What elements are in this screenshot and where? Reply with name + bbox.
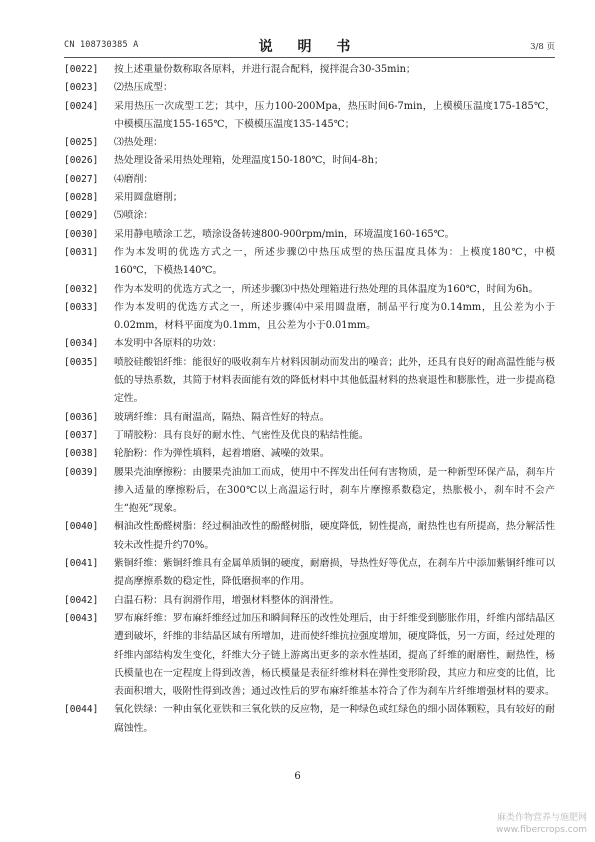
paragraph-number: [0041] (64, 558, 99, 570)
paragraph-number: [0029] (64, 210, 99, 222)
header-rule (64, 57, 555, 58)
paragraph-number: [0024] (64, 100, 99, 112)
paragraph-text: 作为本发明的优选方式之一，所述步骤⑷中采用圆盘磨，制品平行度为0.14mm，且公差为小于0.02mm，材料平面度为0.1mm，且公差为小于0.01mm。 (114, 301, 555, 332)
paragraph (64, 555, 555, 592)
paragraph-number: [0040] (64, 521, 99, 533)
paragraph (64, 518, 555, 555)
paragraph-number: [0028] (64, 192, 99, 204)
paragraph (64, 701, 555, 738)
watermark (496, 812, 587, 836)
paragraph-text: ⑸喷涂： (114, 210, 154, 222)
paragraph-number: [0027] (64, 173, 99, 185)
paragraph-text: 丁晴胶粉：具有良好的耐水性、气密性及优良的粘结性能。 (114, 429, 369, 441)
paragraph (64, 207, 555, 225)
document-body (64, 61, 555, 738)
publication-number: CN 108730385 A (64, 40, 139, 50)
page-indicator: 3/8 页 (530, 42, 555, 52)
paragraph-number: [0022] (64, 64, 99, 75)
paragraph (64, 281, 555, 299)
page-number: 6 (294, 771, 301, 782)
paragraph-number: [0030] (64, 228, 99, 240)
paragraph (64, 354, 555, 409)
paragraph-number: [0025] (64, 137, 99, 149)
paragraph (64, 592, 555, 610)
paragraph-text: ⑷磨削： (114, 173, 154, 185)
paragraph (64, 335, 555, 353)
paragraph-text: 按上述重量份数称取各原料，并进行混合配料，搅拌混合30-35min； (114, 64, 416, 75)
paragraph (64, 409, 555, 427)
paragraph (64, 152, 555, 170)
paragraph-text: ⑵热压成型： (114, 82, 173, 94)
paragraph-text: 氧化铁绿：一种由氧化亚铁和三氧化铁的反应物，是一种绿色或红绿色的细小固体颗粒，具有较好的耐腐蚀性。 (114, 704, 555, 734)
paragraph-text: 白温石粉：具有润滑作用，增强材料整体的润滑性。 (114, 594, 340, 606)
paragraph-number: [0033] (64, 301, 99, 313)
paragraph-text: 作为本发明的优选方式之一，所述步骤⑵中热压成型的热压温度具体为：上模度180℃，中模160℃，下模热140℃。 (114, 246, 555, 277)
watermark-name: 麻类作物营养与施肥网 (496, 813, 587, 823)
paragraph (64, 134, 555, 152)
paragraph (64, 427, 555, 445)
paragraph (64, 610, 555, 701)
paragraph-text: 采用圆盘磨削； (114, 192, 183, 204)
paragraph-text: 喷胶硅酸铝纤维：能很好的吸收刹车片材料因制动而发出的噪音；此外，还具有良好的耐高温性能与极低的导热系数，其简于材料表面能有效的降低材料中其他低温材料的热衰退性和膨胀性，进一步提高稳定性。 (114, 356, 555, 405)
paragraph-number: [0043] (64, 612, 99, 624)
paragraph-number: [0037] (64, 429, 99, 441)
paragraph (64, 171, 555, 189)
paragraph-text: 腰果壳油摩擦粉：由腰果壳油加工而成，使用中不挥发出任何有害物质，是一种新型环保产品，刹车片掺入适量的摩擦粉后，在300℃以上高温运行时，刹车片摩擦系数稳定，热胀极小，刹车时不会产生“抱死”现象。 (114, 466, 555, 515)
paragraph-number: [0032] (64, 283, 99, 295)
paragraph-text: 桐油改性酚醛树脂：经过桐油改性的酚醛树脂，硬度降低，韧性提高，耐热性也有所提高，热分解活性较未改性提升约70%。 (114, 521, 555, 551)
paragraph-text: 轮胎粉：作为弹性填料，起着增磨、减噪的效果。 (114, 448, 330, 460)
paragraph (64, 244, 555, 281)
paragraph-number: [0044] (64, 704, 99, 716)
paragraph (64, 299, 555, 336)
paragraph (64, 464, 555, 519)
paragraph-number: [0023] (64, 82, 99, 94)
paragraph-number: [0036] (64, 411, 99, 423)
paragraph-number: [0039] (64, 466, 99, 478)
paragraph (64, 98, 555, 135)
paragraph-number: [0038] (64, 448, 99, 460)
paragraph-text: 本发明中各原料的功效： (114, 338, 222, 350)
paragraph-number: [0035] (64, 356, 99, 368)
paragraph (64, 189, 555, 207)
paragraph (64, 445, 555, 463)
paragraph-text: 罗布麻纤维：罗布麻纤维经过加压和瞬间释压的改性处理后，由于纤维受到膨胀作用，纤维内部结晶区遭到破坏，纤维的非结晶区域有所增加，进而使纤维抗拉强度增加，硬度降低，另一方面，经过处理的纤维内部结构发生变化，纤维大分子链上游离出更多的亲水性基团，提高了纤维的耐磨性，耐热性，杨氏模量也在一定程度上得到改善，杨氏模量是表征纤维材料在弹性变形阶段，其应力和应变的比值，比表面积增大，吸附性得到改善；通过改性后的罗布麻纤维基本符合了作为刹车片纤维增强材料的要求。 (114, 612, 555, 698)
paragraph-text: 作为本发明的优选方式之一，所述步骤⑶中热处理箱进行热处理的具体温度为160℃，时间为6h。 (114, 283, 539, 295)
paragraph-text: 采用静电喷涂工艺，喷涂设备转速800-900rpm/min，环境温度160-165℃。 (114, 228, 455, 240)
paragraph-number: [0042] (64, 594, 99, 606)
paragraph-number: [0026] (64, 155, 99, 167)
paragraph-number: [0031] (64, 246, 99, 258)
paragraph (64, 79, 555, 97)
paragraph (64, 226, 555, 244)
paragraph-text: 玻璃纤维：具有耐温高，隔热、隔音性好的特点。 (114, 411, 330, 423)
document-title: 说 明 书 (258, 39, 361, 55)
paragraph-text: 紫铜纤维：紫铜纤维具有金属单质铜的硬度，耐磨损，导热性好等优点，在刹车片中添加紫铜纤维可以提高摩擦系数的稳定性，降低磨损率的作用。 (114, 558, 555, 588)
paragraph-text: 采用热压一次成型工艺；其中，压力100-200Mpa，热压时间6-7min，上模模压温度175-185℃，中模模压温度155-165℃，下模模压温度135-145℃； (114, 100, 555, 130)
watermark-url: www.fibercrops.com (496, 825, 587, 835)
paragraph (64, 61, 555, 79)
paragraph-text: 热处理设备采用热处理箱，处理温度150-180℃，时间4-8h； (114, 155, 384, 167)
paragraph-number: [0034] (64, 338, 99, 350)
paragraph-text: ⑶热处理： (114, 137, 163, 149)
document-header (64, 36, 555, 56)
